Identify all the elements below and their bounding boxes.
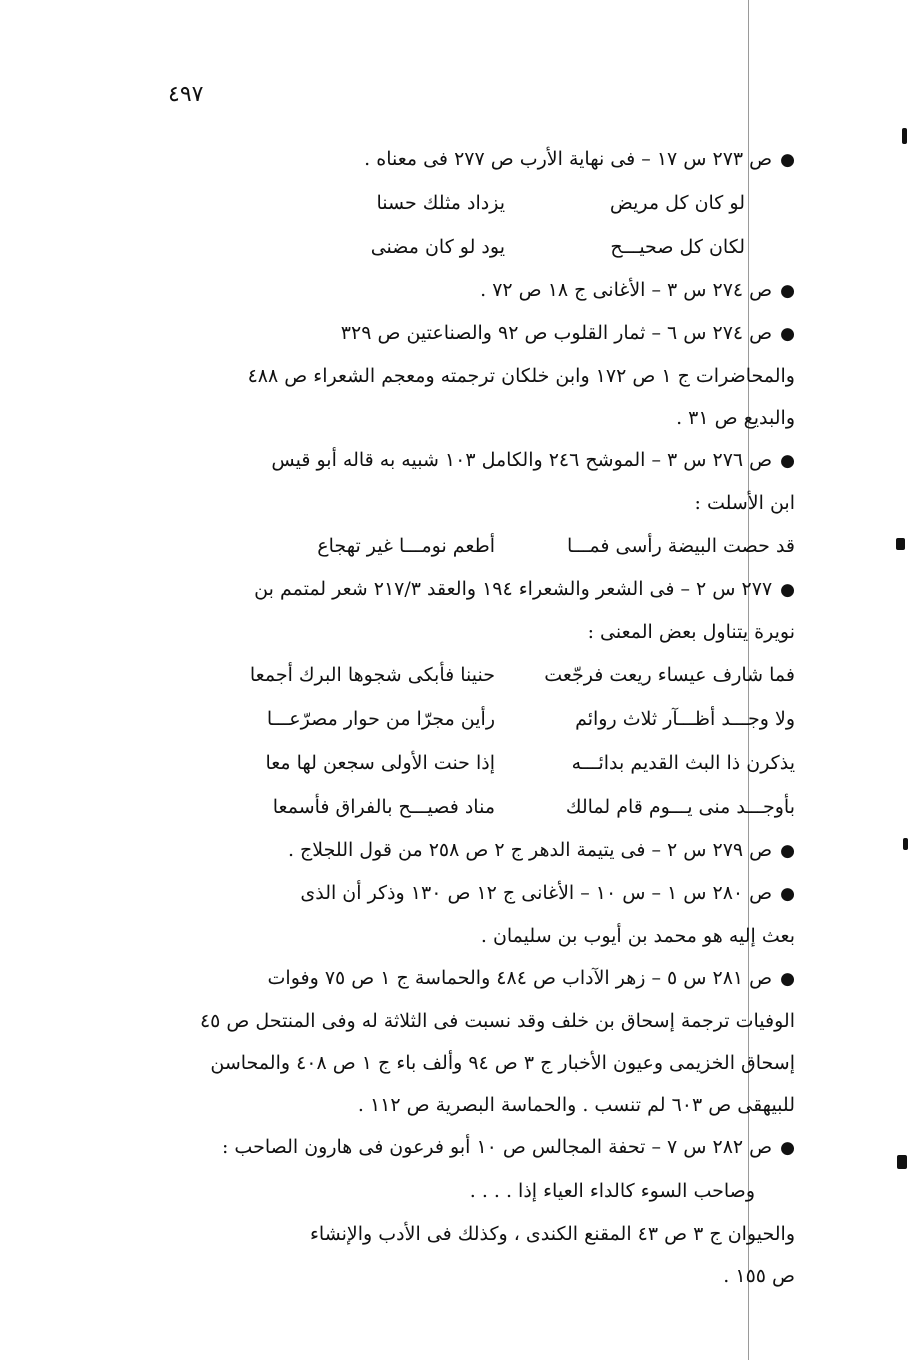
bullet-icon: ● — [780, 969, 795, 989]
note-line: الوفيات ترجمة إسحاق بن خلف وقد نسبت فى الثلاثة له وفى المنتحل ص ٤٥ — [199, 1010, 795, 1032]
verse-line — [155, 653, 795, 697]
note-line: ص ٢٨٢ س ٧ – تحفة المجالس ص ١٠ أبو فرعون فى هارون الصاحب : — [221, 1136, 773, 1158]
note-line: ص ٢٧٦ س ٣ – الموشح ٢٤٦ والكامل ١٠٣ شبيه به قاله أبو قيس — [271, 449, 773, 471]
note-line: ص ٢٧٣ س ١٧ – فى نهاية الأرب ص ٢٧٧ فى معناه . — [364, 148, 773, 170]
note-line: ص ١٥٥ . — [723, 1265, 795, 1287]
note-entry — [155, 872, 795, 957]
verse-hemistich: يود لو كان مضنى — [370, 236, 505, 258]
verse-line — [155, 181, 795, 225]
note-entry — [155, 568, 795, 653]
note-line: ص ٢٨١ س ٥ – زهر الآداب ص ٤٨٤ والحماسة ج ١ ص ٧٥ وفوات — [267, 967, 773, 989]
verse-hemistich: يذكرن ذا البث القديم بدائـــه — [571, 752, 795, 774]
verse-hemistich: قد حصت البيضة رأسى فمـــا — [566, 535, 795, 557]
edge-mark — [896, 538, 905, 550]
note-entry — [155, 957, 795, 1126]
note-line: والحيوان ج ٣ ص ٤٣ المقنع الكندى ، وكذلك فى الأدب والإنشاء — [309, 1223, 795, 1245]
edge-mark — [902, 128, 907, 144]
verse-hemistich: مناد فصيـــح بالفراق فأسمعا — [272, 796, 495, 818]
note-line: للبيهقى ص ٦٠٣ لم تنسب . والحماسة البصرية ص ١١٢ . — [357, 1094, 795, 1116]
note-line: بعث إليه هو محمد بن أيوب بن سليمان . — [480, 925, 795, 947]
note-line: والبديع ص ٣١ . — [676, 407, 795, 429]
verse-line — [155, 785, 795, 829]
note-line: ص ٢٧٤ س ٦ – ثمار القلوب ص ٩٢ والصناعتين ص ٣٢٩ — [340, 322, 773, 344]
note-line: ص ٢٧٩ س ٢ – فى يتيمة الدهر ج ٢ ص ٢٥٨ من قول اللجلاج . — [287, 839, 773, 861]
note-line: نويرة يتناول بعض المعنى : — [587, 621, 795, 643]
note-line: إسحاق الخزيمى وعيون الأخبار ج ٣ ص ٩٤ وألف باء ج ١ ص ٤٠٨ والمحاسن — [210, 1052, 795, 1074]
verse-hemistich: فما شارف عيساء ريعت فرجّعت — [544, 664, 795, 686]
verse-hemistich: يزداد مثلك حسنا — [376, 192, 505, 214]
verse-hemistich: لو كان كل مريض — [609, 192, 745, 214]
note-line: ص ٢٨٠ س ١ – س ١٠ – الأغانى ج ١٢ ص ١٣٠ وذكر أن الذى — [300, 882, 773, 904]
bullet-icon: ● — [780, 580, 795, 600]
bullet-icon: ● — [780, 281, 795, 301]
bullet-icon: ● — [780, 451, 795, 471]
note-entry — [155, 1126, 795, 1169]
bullet-icon: ● — [780, 150, 795, 170]
bullet-icon: ● — [780, 1138, 795, 1158]
page-number: ٤٩٧ — [168, 82, 204, 107]
verse-line — [155, 697, 795, 741]
verse-hemistich: أطعم نومـــا غير تهجاع — [317, 535, 495, 557]
note-entry — [155, 439, 795, 524]
verse-hemistich: بأوجـــد منى يـــوم قام لمالك — [565, 796, 795, 818]
note-line: ابن الأسلت : — [694, 492, 795, 514]
bullet-icon: ● — [780, 884, 795, 904]
note-line: ٢٧٧ س ٢ – فى الشعر والشعراء ١٩٤ والعقد ٢١٧/٣ شعر لمتمم بن — [254, 578, 773, 600]
verse-hemistich: ولا وجـــد أظـــآر ثلاث روائم — [575, 708, 795, 730]
verse-hemistich: حنينا فأبكى شجوها البرك أجمعا — [249, 664, 495, 686]
note-entry — [155, 1213, 795, 1297]
verse-line — [155, 225, 795, 269]
verse-line — [155, 524, 795, 568]
bullet-icon: ● — [780, 841, 795, 861]
notes-body — [155, 138, 795, 1297]
note-entry — [155, 138, 795, 181]
edge-mark — [897, 1155, 907, 1169]
note-line: والمحاضرات ج ١ ص ١٧٢ وابن خلكان ترجمته ومعجم الشعراء ص ٤٨٨ — [247, 365, 795, 387]
note-entry — [155, 312, 795, 439]
note-entry — [155, 829, 795, 872]
verse-line — [155, 741, 795, 785]
bullet-icon: ● — [780, 324, 795, 344]
edge-mark — [903, 838, 908, 850]
note-line: ص ٢٧٤ س ٣ – الأغانى ج ١٨ ص ٧٢ . — [480, 279, 773, 301]
note-entry — [155, 269, 795, 312]
verse-hemistich: لكان كل صحيـــح — [610, 236, 745, 258]
verse-line: وصاحب السوء كالداء العياء إذا . . . . — [469, 1180, 755, 1202]
verse-hemistich: رأين مجرّا من حوار مصرّعـــا — [266, 708, 495, 730]
verse-hemistich: إذا حنت الأولى سجعن لها معا — [265, 752, 495, 774]
